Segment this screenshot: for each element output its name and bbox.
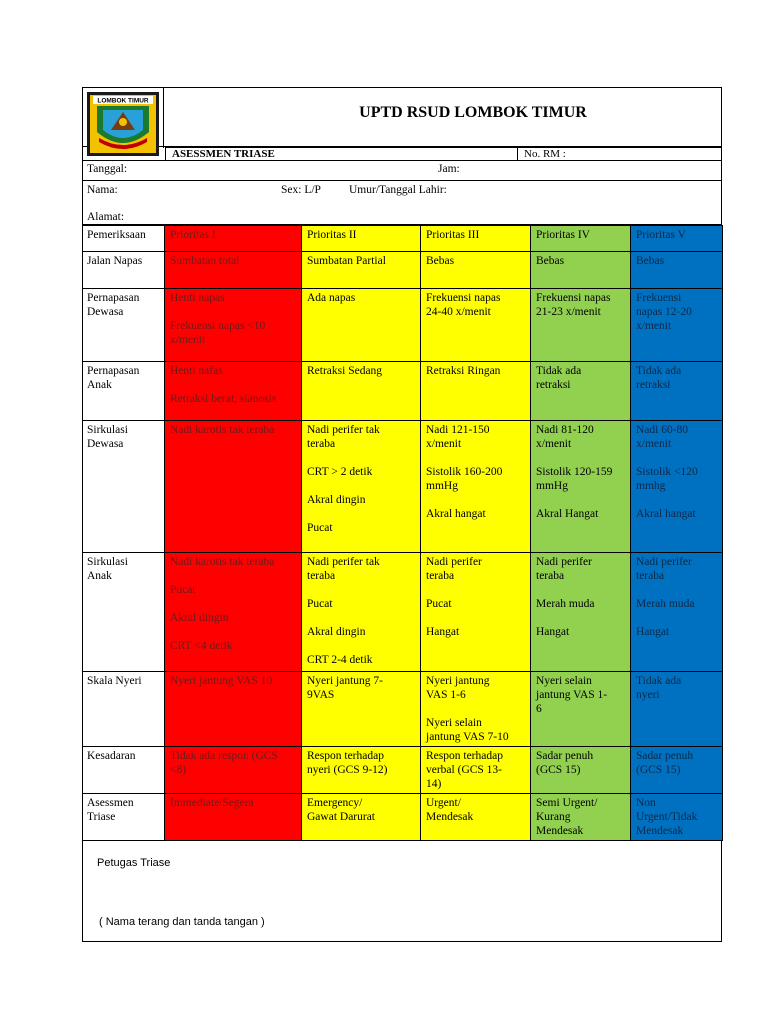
row-label-line: Skala Nyeri xyxy=(87,675,142,687)
row-label xyxy=(83,421,165,553)
cell-line: Akral Hangat xyxy=(536,508,599,520)
row-label-line: Pernapasan xyxy=(87,292,140,304)
cell-line xyxy=(536,583,625,597)
cell-line: Respon terhadap xyxy=(307,750,384,762)
cell-line xyxy=(170,378,296,392)
header-prioritas-4: Prioritas IV xyxy=(531,226,631,252)
cell-line: Tidak ada xyxy=(636,675,682,687)
no-rm-field[interactable]: No. RM : xyxy=(517,147,721,160)
cell-line: napas 12-20 xyxy=(636,306,692,318)
cell-prioritas-5 xyxy=(631,747,723,794)
header-prioritas-5: Prioritas V xyxy=(631,226,723,252)
cell-line: Gawat Darurat xyxy=(307,811,376,823)
cell-prioritas-2 xyxy=(302,553,421,672)
row-label xyxy=(83,672,165,747)
row-label-line: Sirkulasi xyxy=(87,424,128,436)
cell-line: Nadi perifer xyxy=(636,556,692,568)
cell-line: mmHg xyxy=(536,480,568,492)
cell-prioritas-2 xyxy=(302,747,421,794)
cell-line: Nyeri jantung 7- xyxy=(307,675,384,687)
cell-line: Akral dingin xyxy=(307,626,366,638)
cell-line: Pucat xyxy=(170,584,196,596)
cell-line: x/menit xyxy=(636,438,672,450)
table-body xyxy=(83,252,723,841)
cell-line: Sumbatan total xyxy=(170,255,240,267)
cell-prioritas-2 xyxy=(302,672,421,747)
cell-line xyxy=(426,583,525,597)
cell-line: teraba xyxy=(536,570,565,582)
tanggal-field[interactable]: Tanggal: xyxy=(87,163,128,175)
jam-field[interactable]: Jam: xyxy=(438,163,460,175)
cell-line xyxy=(170,625,296,639)
cell-line: VAS 1-6 xyxy=(426,689,466,701)
page-title: UPTD RSUD LOMBOK TIMUR xyxy=(359,104,587,121)
cell-line: x/menit xyxy=(636,320,672,332)
cell-line xyxy=(636,583,717,597)
cell-line: Frekuensi napas <10 xyxy=(170,320,266,332)
form-header xyxy=(82,87,722,147)
cell-prioritas-5 xyxy=(631,421,723,553)
row-label-line: Anak xyxy=(87,379,112,391)
row-label xyxy=(83,289,165,362)
cell-line: Sadar penuh xyxy=(536,750,594,762)
cell-line: Sadar penuh xyxy=(636,750,694,762)
cell-prioritas-1 xyxy=(165,747,302,794)
cell-prioritas-3 xyxy=(421,794,531,841)
cell-line xyxy=(536,611,625,625)
cell-line: x/menit xyxy=(170,334,206,346)
cell-line: Pucat xyxy=(426,598,452,610)
cell-line: Tidak ada xyxy=(536,365,582,377)
cell-line: Kurang xyxy=(536,811,571,823)
cell-line: x/menit xyxy=(426,438,462,450)
header-prioritas-2: Prioritas II xyxy=(302,226,421,252)
cell-prioritas-4 xyxy=(531,252,631,289)
signature-line[interactable]: ( Nama terang dan tanda tangan ) xyxy=(99,916,265,928)
table-row xyxy=(83,252,723,289)
patient-row xyxy=(82,181,722,225)
cell-prioritas-3 xyxy=(421,362,531,421)
cell-line xyxy=(636,451,717,465)
row-label-line: Sirkulasi xyxy=(87,556,128,568)
cell-line xyxy=(170,597,296,611)
cell-line: Bebas xyxy=(636,255,665,267)
cell-prioritas-3 xyxy=(421,252,531,289)
cell-line: Merah muda xyxy=(536,598,595,610)
cell-line: Nadi 60-80 xyxy=(636,424,689,436)
footer xyxy=(82,841,722,942)
nama-field[interactable]: Nama: xyxy=(87,184,118,196)
cell-line: Nadi karotis tak teraba xyxy=(170,424,275,436)
cell-line xyxy=(170,305,296,319)
sex-field[interactable]: Sex: L/P xyxy=(281,184,321,196)
row-label xyxy=(83,252,165,289)
cell-line: x/menit xyxy=(536,438,572,450)
cell-prioritas-5 xyxy=(631,553,723,672)
cell-line: retraksi xyxy=(536,379,571,391)
cell-line xyxy=(307,507,415,521)
cell-line: Nyeri selain xyxy=(426,717,482,729)
cell-line: 6 xyxy=(536,703,542,715)
cell-line: 9VAS xyxy=(307,689,335,701)
cell-line: Urgent/Tidak xyxy=(636,811,698,823)
cell-line: Sumbatan Partial xyxy=(307,255,386,267)
cell-prioritas-3 xyxy=(421,553,531,672)
cell-line: Tidak ada xyxy=(636,365,682,377)
cell-prioritas-4 xyxy=(531,672,631,747)
cell-line: 14) xyxy=(426,778,442,790)
cell-prioritas-2 xyxy=(302,794,421,841)
cell-line: Frekuensi napas xyxy=(536,292,611,304)
cell-prioritas-5 xyxy=(631,252,723,289)
cell-line: retraksi xyxy=(636,379,671,391)
logo-text: LOMBOK TIMUR xyxy=(97,97,149,105)
cell-line: Akral dingin xyxy=(307,494,366,506)
cell-line: Sistolik 120-159 xyxy=(536,466,613,478)
cell-prioritas-3 xyxy=(421,672,531,747)
cell-prioritas-4 xyxy=(531,747,631,794)
cell-line: Nyeri jantung VAS 10 xyxy=(170,675,273,687)
cell-line xyxy=(307,451,415,465)
cell-line: Non xyxy=(636,797,656,809)
tanggal-row xyxy=(82,161,722,181)
header-prioritas-1: Prioritas I xyxy=(165,226,302,252)
cell-line: Tidak ada respon (GCS xyxy=(170,750,278,762)
cell-line xyxy=(636,493,717,507)
row-label-line: Triase xyxy=(87,811,116,823)
cell-line: Sistolik 160-200 xyxy=(426,466,503,478)
cell-prioritas-5 xyxy=(631,794,723,841)
cell-line: 21-23 x/menit xyxy=(536,306,601,318)
cell-prioritas-1 xyxy=(165,289,302,362)
cell-line: (GCS 15) xyxy=(536,764,581,776)
table-row xyxy=(83,794,723,841)
cell-prioritas-1 xyxy=(165,672,302,747)
cell-line xyxy=(536,451,625,465)
cell-prioritas-3 xyxy=(421,747,531,794)
cell-line: 24-40 x/menit xyxy=(426,306,491,318)
header-prioritas-3: Prioritas III xyxy=(421,226,531,252)
cell-prioritas-4 xyxy=(531,553,631,672)
cell-line: Sistolik <120 xyxy=(636,466,698,478)
cell-prioritas-3 xyxy=(421,421,531,553)
row-label xyxy=(83,794,165,841)
table-row xyxy=(83,747,723,794)
cell-line: Hangat xyxy=(426,626,460,638)
logo-divider xyxy=(163,88,164,148)
cell-line: CRT <4 detik xyxy=(170,640,233,652)
cell-line: Nadi 81-120 xyxy=(536,424,594,436)
cell-line xyxy=(636,611,717,625)
table-header-row xyxy=(83,226,723,252)
cell-line: Retraksi Sedang xyxy=(307,365,383,377)
cell-line xyxy=(536,493,625,507)
header-pemeriksaan: Pemeriksaan xyxy=(83,226,165,252)
row-label-line: Dewasa xyxy=(87,438,124,450)
table-row xyxy=(83,672,723,747)
row-label-line: Jalan Napas xyxy=(87,255,143,267)
cell-prioritas-1 xyxy=(165,553,302,672)
cell-line: Frekuensi napas xyxy=(426,292,501,304)
triage-table xyxy=(82,225,723,841)
cell-line: Nadi perifer xyxy=(536,556,592,568)
row-label-line: Pernapasan xyxy=(87,365,140,377)
cell-line: Respon terhadap xyxy=(426,750,503,762)
cell-line: teraba xyxy=(307,438,336,450)
row-label xyxy=(83,362,165,421)
cell-prioritas-4 xyxy=(531,421,631,553)
cell-line xyxy=(426,493,525,507)
cell-line: Mendesak xyxy=(536,825,584,837)
cell-line xyxy=(426,702,525,716)
cell-prioritas-2 xyxy=(302,421,421,553)
cell-line: Hangat xyxy=(536,626,570,638)
cell-line: verbal (GCS 13- xyxy=(426,764,503,776)
cell-line: Retraksi berat, sianosis xyxy=(170,393,277,405)
row-label xyxy=(83,553,165,672)
cell-line: Merah muda xyxy=(636,598,695,610)
row-label-line: Dewasa xyxy=(87,306,124,318)
cell-line: Immediate/Segera xyxy=(170,797,254,809)
cell-line: Nyeri jantung xyxy=(426,675,490,687)
table-row xyxy=(83,362,723,421)
cell-line: Pucat xyxy=(307,598,333,610)
umur-field[interactable]: Umur/Tanggal Lahir: xyxy=(349,184,447,196)
cell-line: Nadi 121-150 xyxy=(426,424,490,436)
cell-prioritas-5 xyxy=(631,289,723,362)
cell-prioritas-1 xyxy=(165,252,302,289)
cell-line: Emergency/ xyxy=(307,797,363,809)
cell-line: jantung VAS 7-10 xyxy=(426,731,509,743)
cell-line xyxy=(307,479,415,493)
cell-line xyxy=(307,639,415,653)
cell-prioritas-1 xyxy=(165,421,302,553)
table-row xyxy=(83,553,723,672)
cell-line xyxy=(307,583,415,597)
cell-line: jantung VAS 1- xyxy=(536,689,608,701)
cell-line xyxy=(426,451,525,465)
cell-line: Akral hangat xyxy=(426,508,486,520)
cell-line xyxy=(426,611,525,625)
table-row xyxy=(83,421,723,553)
cell-line: Semi Urgent/ xyxy=(536,797,598,809)
cell-prioritas-1 xyxy=(165,794,302,841)
cell-line: nyeri (GCS 9-12) xyxy=(307,764,388,776)
row-label xyxy=(83,747,165,794)
cell-line: Akral dingin xyxy=(170,612,229,624)
cell-line: mmhg xyxy=(636,480,666,492)
alamat-field[interactable]: Alamat: xyxy=(87,211,125,223)
asesmen-row xyxy=(82,147,722,161)
cell-line: CRT 2-4 detik xyxy=(307,654,373,666)
cell-prioritas-3 xyxy=(421,289,531,362)
cell-line: Nadi karotis tak teraba xyxy=(170,556,275,568)
cell-prioritas-2 xyxy=(302,252,421,289)
triage-form xyxy=(82,87,722,942)
row-label-line: Asessmen xyxy=(87,797,134,809)
cell-line: Nadi perifer tak xyxy=(307,424,380,436)
table-row xyxy=(83,289,723,362)
cell-line: Mendesak xyxy=(426,811,474,823)
cell-line: Bebas xyxy=(536,255,565,267)
petugas-label: Petugas Triase xyxy=(97,857,171,869)
cell-prioritas-1 xyxy=(165,362,302,421)
cell-prioritas-5 xyxy=(631,672,723,747)
asesmen-label: ASESSMEN TRIASE xyxy=(165,147,517,160)
cell-line xyxy=(170,569,296,583)
cell-prioritas-4 xyxy=(531,794,631,841)
cell-line: Frekuensi xyxy=(636,292,682,304)
cell-line: Henti nafas xyxy=(170,365,223,377)
cell-line: Nadi perifer xyxy=(426,556,482,568)
cell-line: Ada napas xyxy=(307,292,356,304)
cell-line: teraba xyxy=(426,570,455,582)
cell-line: Pucat xyxy=(307,522,333,534)
row-label-line: Anak xyxy=(87,570,112,582)
cell-line: Urgent/ xyxy=(426,797,461,809)
cell-prioritas-2 xyxy=(302,362,421,421)
cell-line: <8) xyxy=(170,764,187,776)
cell-prioritas-4 xyxy=(531,362,631,421)
cell-line: teraba xyxy=(636,570,665,582)
cell-line: teraba xyxy=(307,570,336,582)
cell-line: Nyeri selain xyxy=(536,675,592,687)
cell-line xyxy=(307,611,415,625)
cell-line: mmHg xyxy=(426,480,458,492)
row-label-line: Kesadaran xyxy=(87,750,136,762)
cell-prioritas-5 xyxy=(631,362,723,421)
lombok-timur-logo-icon xyxy=(87,92,159,156)
cell-line: Retraksi Ringan xyxy=(426,365,501,377)
cell-line: Nadi perifer tak xyxy=(307,556,380,568)
cell-line: CRT > 2 detik xyxy=(307,466,373,478)
cell-prioritas-2 xyxy=(302,289,421,362)
cell-prioritas-4 xyxy=(531,289,631,362)
cell-line: (GCS 15) xyxy=(636,764,681,776)
cell-line: nyeri xyxy=(636,689,660,701)
cell-line: Bebas xyxy=(426,255,455,267)
cell-line: Hangat xyxy=(636,626,670,638)
cell-line: Mendesak xyxy=(636,825,684,837)
cell-line: Henti napas xyxy=(170,292,225,304)
cell-line: Akral hangat xyxy=(636,508,696,520)
